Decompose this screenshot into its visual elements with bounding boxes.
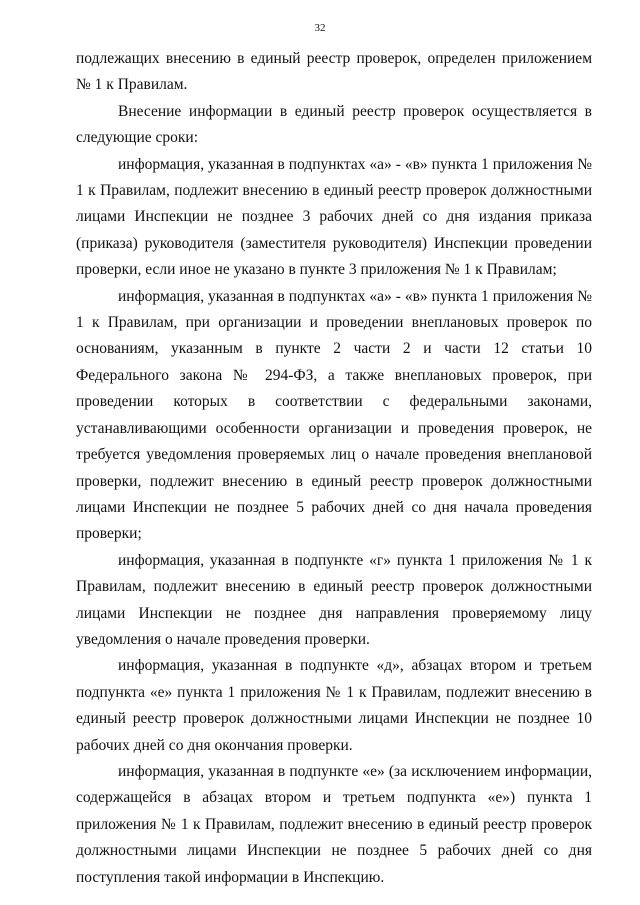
- paragraph-deadline-receipt-5-days: информация, указанная в подпункте «е» (за исключением информации, содержащейся в абзацах втором и третьем подпункта «е») пункта 1 приложения № 1 к Правилам, подлежит внесению в единый реестр проверок должностными лицами Инспекции не позднее 5 рабочих дней со дня поступления такой информации в Инспекцию.: [76, 762, 592, 886]
- paragraph-deadline-10-days: информация, указанная в подпункте «д», абзацах втором и третьем подпункта «е» пункта 1 приложения № 1 к Правилам, подлежит внесению в единый реестр проверок должностными лицами Инспекции не позднее 10 рабочих дней со дня окончания проверки.: [76, 657, 592, 754]
- paragraph-deadline-notification: информация, указанная в подпункте «г» пункта 1 приложения № 1 к Правилам, подлежит внесению в единый реестр проверок должностными лицами Инспекции не позднее дня направления проверяемому лицу уведомления о начале проведения проверки.: [76, 551, 592, 648]
- document-body: [76, 46, 592, 891]
- paragraph-continuation: подлежащих внесению в единый реестр проверок, определен приложением № 1 к Правилам.: [76, 50, 592, 94]
- page-number: 32: [314, 22, 326, 34]
- paragraph-deadline-unscheduled-5-days: информация, указанная в подпунктах «а» - «в» пункта 1 приложения № 1 к Правилам, при организации и проведении внеплановых проверок по основаниям, указанным в пункте 2 части 2 и части 12 статьи 10 Федерального закона № 294-ФЗ, а также внеплановых проверок, при проведении которых в соответствии с федеральными законами, устанавливающими особенности организации и проведения проверок, не требуется уведомления проверяемых лиц о начале проведения внеплановой проверки, подлежит внесению в единый реестр проверок должностными лицами Инспекции не позднее 5 рабочих дней со дня начала проведения проверки;: [76, 287, 592, 543]
- paragraph-deadlines-intro: Внесение информации в единый реестр проверок осуществляется в следующие сроки:: [76, 102, 592, 147]
- paragraph-deadline-3-days: информация, указанная в подпунктах «а» - «в» пункта 1 приложения № 1 к Правилам, подлежит внесению в единый реестр проверок должностными лицами Инспекции не позднее 3 рабочих дней со дня издания приказа (приказа) руководителя (заместителя руководителя) Инспекции проведении проверки, если иное не указано в пункте 3 приложения № 1 к Правилам;: [76, 155, 592, 279]
